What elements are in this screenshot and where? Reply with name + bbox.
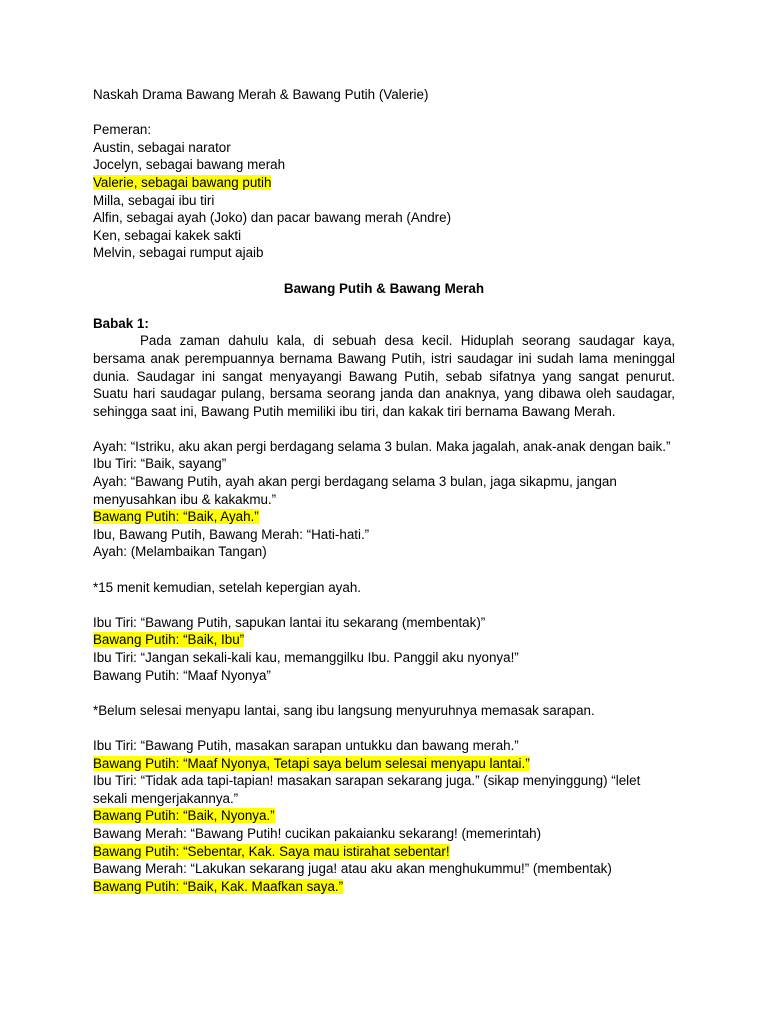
dialogue-block-1 <box>93 438 675 561</box>
stage-direction: *15 menit kemudian, setelah kepergian ayah. <box>93 579 361 595</box>
narration-paragraph: Pada zaman dahulu kala, di sebuah desa kecil. Hiduplah seorang saudagar kaya, bersama anak perempuannya bernama Bawang Putih, istri saudagar ini sudah lama meninggal dunia. Saudagar ini sangat menyayangi Bawang Putih, sebab sifatnya yang sangat penurut. Suatu hari saudagar pulang, bersama seorang janda dan anaknya, yang dibawa oleh saudagar, sehingga saat ini, Bawang Putih memiliki ibu tiri, dan kakak tiri bernama Bawang Merah. <box>93 333 675 419</box>
dialogue-block-3 <box>93 737 675 895</box>
document-page <box>93 86 675 895</box>
dialogue-line-highlighted: Bawang Putih: “Baik, Nyonya.” <box>93 808 275 824</box>
dialogue-line-highlighted: Bawang Putih: “Baik, Ayah.” <box>93 509 259 525</box>
act-heading: Babak 1: <box>93 315 149 331</box>
cast-member: Alfin, sebagai ayah (Joko) dan pacar bawang merah (Andre) <box>93 210 452 226</box>
dialogue-line: Ibu Tiri: “Bawang Putih, masakan sarapan untukku dan bawang merah.” <box>93 737 519 753</box>
dialogue-line-highlighted: Bawang Putih: “Baik, Kak. Maafkan saya.” <box>93 878 344 894</box>
dialogue-line: Bawang Merah: “Bawang Putih! cucikan pakaianku sekarang! (memerintah) <box>93 825 542 841</box>
dialogue-line-highlighted: Bawang Putih: “Sebentar, Kak. Saya mau istirahat sebentar! <box>93 843 450 859</box>
dialogue-line-highlighted: Bawang Putih: “Baik, Ibu” <box>93 632 245 648</box>
stage-direction: *Belum selesai menyapu lantai, sang ibu langsung menyuruhnya memasak sarapan. <box>93 702 595 718</box>
dialogue-line: Ayah: “Istriku, aku akan pergi berdagang selama 3 bulan. Maka jagalah, anak-anak dengan baik.” <box>93 438 671 454</box>
dialogue-line: Ayah: (Melambaikan Tangan) <box>93 544 267 560</box>
cast-heading: Pemeran: <box>93 122 152 138</box>
cast-member: Austin, sebagai narator <box>93 139 231 155</box>
cast-member: Melvin, sebagai rumput ajaib <box>93 245 264 261</box>
dialogue-line: Bawang Putih: “Maaf Nyonya” <box>93 667 271 683</box>
dialogue-line: Ayah: “Bawang Putih, ayah akan pergi berdagang selama 3 bulan, jaga sikapmu, jangan menyusahkan ibu & kakakmu.” <box>93 474 617 507</box>
cast-member: Milla, sebagai ibu tiri <box>93 192 215 208</box>
dialogue-line: Bawang Merah: “Lakukan sekarang juga! atau aku akan menghukummu!” (membentak) <box>93 861 612 877</box>
cast-member: Jocelyn, sebagai bawang merah <box>93 157 286 173</box>
cast-member-highlighted: Valerie, sebagai bawang putih <box>93 174 272 190</box>
dialogue-line-highlighted: Bawang Putih: “Maaf Nyonya, Tetapi saya belum selesai menyapu lantai.” <box>93 755 530 771</box>
dialogue-line: Ibu Tiri: “Baik, sayang” <box>93 456 227 472</box>
story-title: Bawang Putih & Bawang Merah <box>283 280 485 296</box>
dialogue-line: Ibu Tiri: “Tidak ada tapi-tapian! masakan sarapan sekarang juga.” (sikap menyinggung) “lelet sekali mengerjakannya.” <box>93 773 641 806</box>
dialogue-line: Ibu Tiri: “Bawang Putih, sapukan lantai itu sekarang (membentak)” <box>93 614 486 630</box>
dialogue-line: Ibu Tiri: “Jangan sekali-kali kau, memanggilku Ibu. Panggil aku nyonya!” <box>93 650 519 665</box>
dialogue-block-2 <box>93 614 675 684</box>
cast-list <box>93 139 675 262</box>
dialogue-line: Ibu, Bawang Putih, Bawang Merah: “Hati-hati.” <box>93 526 370 542</box>
document-title: Naskah Drama Bawang Merah & Bawang Putih (Valerie) <box>93 87 429 102</box>
cast-member: Ken, sebagai kakek sakti <box>93 227 242 243</box>
